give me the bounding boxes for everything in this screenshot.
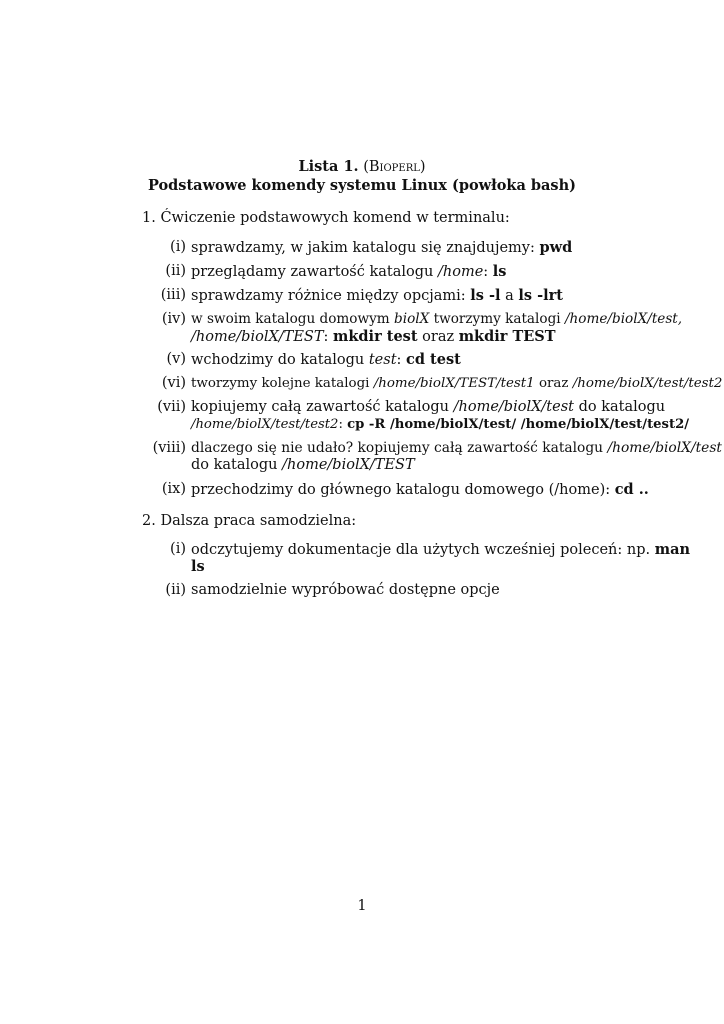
item-text <box>191 326 723 348</box>
section-2-heading <box>142 511 356 531</box>
item-text-part: odczytujemy dokumentacje dla użytych wcześniej poleceń: np. <box>191 542 655 558</box>
item-number: (v) <box>166 351 186 367</box>
item-text-part: dlaczego się nie udało? kopiujemy całą zawartość katalogu <box>191 440 608 456</box>
document-subtitle: Podstawowe komendy systemu Linux (powłoka bash) <box>147 177 576 194</box>
item-text-part: w swoim katalogu domowym <box>191 311 395 327</box>
path-text: /home/biolX/TEST <box>282 457 415 473</box>
item-text-part: oraz <box>417 329 459 345</box>
item-text-part: a <box>500 288 519 304</box>
item-number: (i) <box>170 541 186 557</box>
item-text <box>191 285 723 307</box>
path-text: /home/biolX/test <box>607 440 722 456</box>
path-text: /home/biolX/TEST <box>191 329 324 345</box>
item-number: (ii) <box>165 582 186 598</box>
item-text-part: sprawdzamy różnice między opcjami: <box>191 288 471 304</box>
item-number: (iv) <box>161 311 186 327</box>
command-text: mkdir TEST <box>458 328 556 345</box>
path-text: biolX <box>394 311 430 327</box>
title-course: Bioperl <box>368 159 420 175</box>
item-text-part: : <box>483 264 493 280</box>
command-text: cp -R /home/biolX/test/ /home/biolX/test/test2/ <box>347 417 690 432</box>
section-title: Ćwiczenie podstawowych komend w terminalu: <box>160 210 510 226</box>
item-number: (ii) <box>165 263 186 279</box>
item-text-part: do katalogu <box>573 399 666 415</box>
item-text-part: tworzymy kolejne katalogi <box>191 376 374 391</box>
item-text <box>191 556 723 578</box>
path-text: /home/biolX/test, <box>564 311 683 327</box>
item-text <box>191 479 723 501</box>
item-number: (vi) <box>161 375 186 391</box>
path-text: test <box>368 352 397 368</box>
item-text-part: samodzielnie wypróbować dostępne opcje <box>191 582 500 598</box>
title-label: Lista 1. <box>298 158 359 175</box>
path-text: /home/biolX/test <box>453 399 574 415</box>
item-text-part: do katalogu <box>191 457 283 473</box>
command-text: cd test <box>406 351 461 368</box>
title-paren-close: ) <box>419 159 426 175</box>
command-text: ls <box>492 263 507 280</box>
path-text: /home/biolX/test/test2 <box>191 417 339 432</box>
item-text <box>191 414 723 435</box>
section-number: 2. <box>142 513 156 529</box>
item-number: (ix) <box>161 481 186 497</box>
page-number: 1 <box>357 898 367 914</box>
item-text <box>191 580 723 601</box>
path-text: /home/biolX/TEST/test1 <box>373 376 535 391</box>
section-1-heading <box>142 208 510 228</box>
command-text: ls <box>191 558 205 575</box>
item-text-part: tworzymy katalogi <box>429 311 565 327</box>
section-number: 1. <box>142 210 156 226</box>
item-number: (vii) <box>157 399 186 415</box>
item-number: (viii) <box>152 440 186 456</box>
command-text: man <box>654 541 691 558</box>
item-text <box>191 261 723 283</box>
item-text-part: wchodzimy do katalogu <box>191 352 369 368</box>
command-text: mkdir test <box>333 328 418 345</box>
item-text-part: przechodzimy do głównego katalogu domowego (/home): <box>191 482 615 498</box>
item-text-part: : <box>338 417 348 432</box>
item-text-part: oraz <box>534 376 573 391</box>
item-text-part: sprawdzamy, w jakim katalogu się znajdujemy: <box>191 240 540 256</box>
item-text-part: : <box>323 329 334 345</box>
section-title: Dalsza praca samodzielna: <box>160 513 357 529</box>
item-text <box>191 349 723 371</box>
command-text: cd .. <box>614 481 649 498</box>
item-text <box>191 455 723 476</box>
item-text-part: przeglądamy zawartość katalogu <box>191 264 438 280</box>
document-title <box>0 157 724 177</box>
path-text: /home/biolX/test/test2 <box>572 376 723 391</box>
item-text-part: : <box>396 352 407 368</box>
item-number: (iii) <box>160 287 186 303</box>
item-text <box>191 373 723 394</box>
item-number: (i) <box>170 239 186 255</box>
item-text <box>191 237 723 259</box>
path-text: /home <box>437 264 484 280</box>
command-text: ls -lrt <box>518 287 563 304</box>
command-text: ls -l <box>470 287 501 304</box>
command-text: pwd <box>539 239 573 256</box>
item-text-part: kopiujemy całą zawartość katalogu <box>191 399 454 415</box>
title-paren-open: ( <box>363 159 369 175</box>
